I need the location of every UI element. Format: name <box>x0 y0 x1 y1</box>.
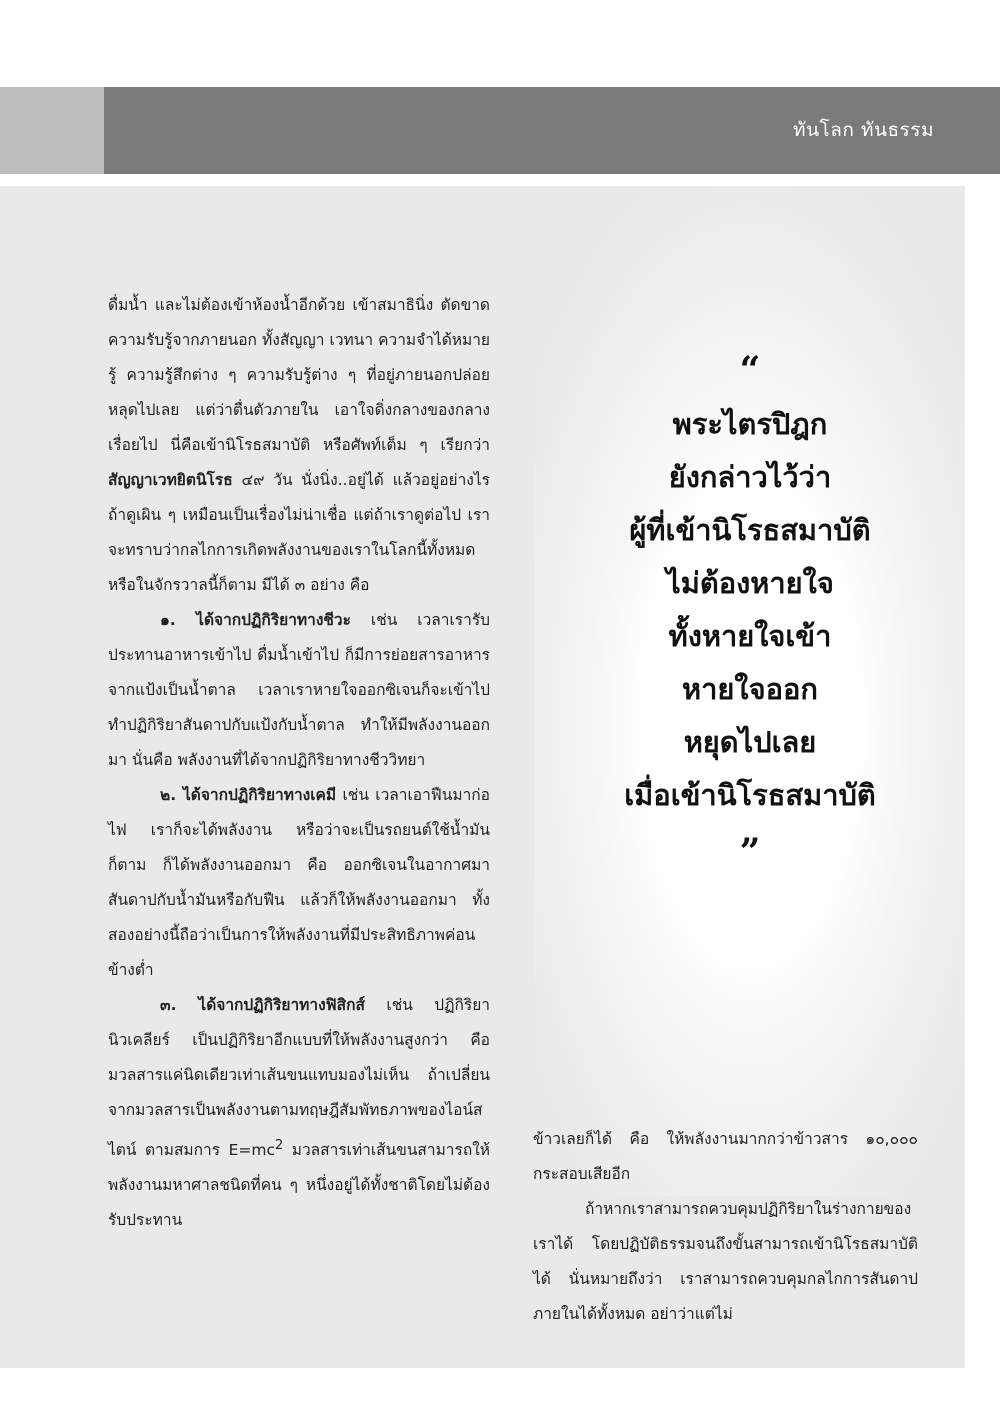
left-text-column <box>108 288 490 1238</box>
item-heading: ๓. ได้จากปฏิกิริยาทางฟิสิกส์ <box>160 996 365 1014</box>
equation: E=mc <box>228 1141 275 1160</box>
quote-line-5: ทั้งหายใจเข้า <box>668 619 832 653</box>
paragraph-item-3 <box>108 988 490 1238</box>
item-heading: ๑. ได้จากปฏิกิริยาทางชีวะ <box>160 611 351 629</box>
paragraph-text: เช่น เวลาเรารับประทานอาหารเข้าไป ดื่มน้ำเข้าไป ก็มีการย่อยสารอาหารจากแป้งเป็นน้ำตาล เวลาเราหายใจออกซิเจนก็จะเข้าไปทำปฏิกิริยาสันดาปกับแป้งกับน้ำตาล ทำให้มีพลังงานออกมา นั่นคือ พลังงานที่ได้จากปฏิกิริยาทางชีววิทยา <box>108 611 490 769</box>
quote-line-4: ไม่ต้องหายใจ <box>666 566 834 600</box>
item-heading: ๒. ได้จากปฏิกิริยาทางเคมี <box>160 786 337 804</box>
open-quote-mark: “ <box>739 349 761 391</box>
header-bar <box>104 87 1000 174</box>
paragraph-item-1 <box>108 603 490 778</box>
paragraph-control: ถ้าหากเราสามารถควบคุมปฏิกิริยาในร่างกายของเราได้ โดยปฏิบัติธรรมจนถึงขั้นสามารถเข้านิโรธสมาบัติได้ นั่นหมายถึงว่า เราสามารถควบคุมกลไกการสันดาปภายในได้ทั้งหมด อย่าว่าแต่ไม่ <box>533 1200 918 1323</box>
right-text-column <box>533 1122 918 1332</box>
section-title: ทันโลก ทันธรรม <box>793 119 934 141</box>
paragraph-text: มวลสารเท่าเส้นขนสามารถให้พลังงานมหาศาลชนิดที่คน ๆ หนึ่งอยู่ได้ทั้งชาติโดยไม่ต้องรับประทาน <box>108 1141 490 1230</box>
paragraph-text: เช่น เวลาเอาฟืนมาก่อไฟ เราก็จะได้พลังงาน หรือว่าจะเป็นรถยนต์ใช้น้ำมันก็ตาม ก็ได้พลังงานออกมา คือ ออกซิเจนในอากาศมาสันดาปกับน้ำมันหรือกับฟืน แล้วก็ให้พลังงานออกมา ทั้งสองอย่างนี้ถือว่าเป็นการให้พลังงานที่มีประสิทธิภาพค่อนข้างต่ำ <box>108 786 490 979</box>
header-side-block <box>0 87 104 174</box>
term-bold: สัญญาเวทยิตนิโรธ <box>108 471 233 489</box>
quote-line-2: ยังกล่าวไว้ว่า <box>668 460 832 494</box>
quote-line-6: หายใจออก <box>682 672 818 706</box>
equation-exponent: 2 <box>275 1138 284 1153</box>
paragraph-item-2 <box>108 778 490 988</box>
paragraph-intro <box>108 288 490 603</box>
close-quote-mark: ” <box>739 831 761 873</box>
quote-line-3: ผู้ที่เข้านิโรธสมาบัติ <box>629 513 871 547</box>
quote-line-7: หยุดไปเลย <box>683 725 817 759</box>
paragraph-text: ๔๙ วัน นั่งนิ่ง..อยู่ได้ แล้วอยู่อย่างไร ถ้าดูเผิน ๆ เหมือนเป็นเรื่องไม่น่าเชื่อ แต่ถ้าเราดูต่อไป เราจะทราบว่ากลไกการเกิดพลังงานของเราในโลกนี้ทั้งหมด หรือในจักรวาลนี้ก็ตาม มีได้ ๓ อย่าง คือ <box>108 471 490 594</box>
paragraph-text: เช่น ปฏิกิริยานิวเคลียร์ เป็นปฏิกิริยาอีกแบบที่ให้พลังงานสูงกว่า คือ มวลสารแค่นิดเดียวเท่าเส้นขนแทบมองไม่เห็น ถ้าเปลี่ยนจากมวลสารเป็นพลังงานตามทฤษฎีสัมพัทธภาพของไอน์สไตน์ ตามสมการ <box>108 996 491 1160</box>
quote-line-1: พระไตรปิฎก <box>672 407 828 441</box>
pull-quote <box>560 350 940 872</box>
quote-line-8: เมื่อเข้านิโรธสมาบัติ <box>624 778 876 812</box>
paragraph-text: ดื่มน้ำ และไม่ต้องเข้าห้องน้ำอีกด้วย เข้าสมาธินิ่ง ตัดขาดความรับรู้จากภายนอก ทั้งสัญญา เวทนา ความจำได้หมายรู้ ความรู้สึกต่าง ๆ ความรับรู้ต่าง ๆ ที่อยู่ภายนอกปล่อยหลุดไปเลย แต่ว่าตื่นตัวภายใน เอาใจดิ่งกลางของกลางเรื่อยไป นี่คือเข้านิโรธสมาบัติ หรือศัพท์เต็ม ๆ เรียกว่า <box>108 296 490 454</box>
paragraph-continued: ข้าวเลยก็ได้ คือ ให้พลังงานมากกว่าข้าวสาร ๑๐,๐๐๐ กระสอบเสียอีก <box>533 1130 918 1183</box>
